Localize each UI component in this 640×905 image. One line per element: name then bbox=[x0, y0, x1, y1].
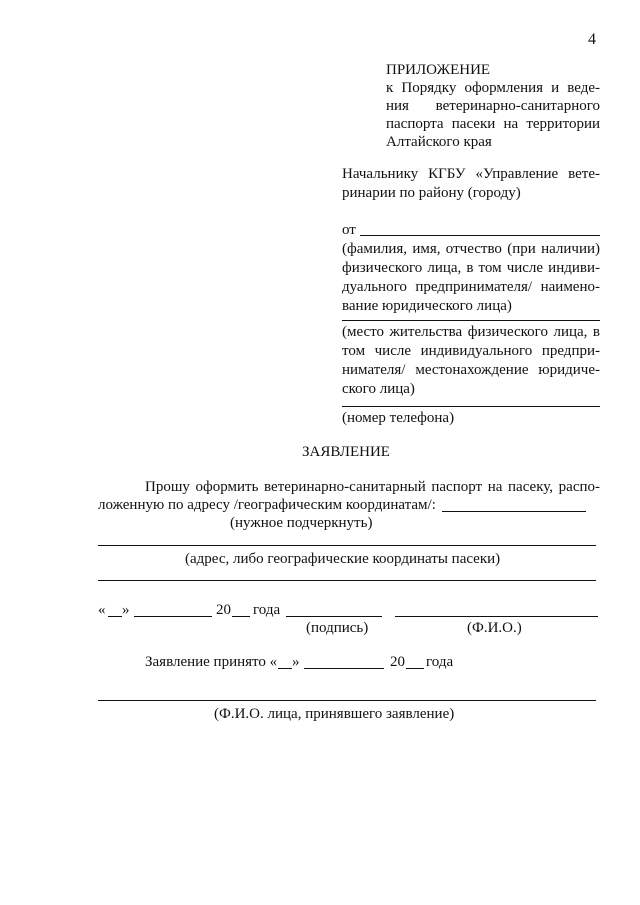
phone-field[interactable] bbox=[342, 406, 600, 407]
date-close-quote: » bbox=[122, 602, 130, 618]
date-year-prefix: 20 bbox=[216, 602, 231, 618]
appendix-line-2: ния ветеринарно-санитарного bbox=[386, 98, 600, 114]
appendix-line-3: паспорта пасеки на территории bbox=[386, 116, 600, 132]
statement-line-1: Прошу оформить ветеринарно-санитарный паспорт на пасеку, распо- bbox=[145, 479, 600, 495]
accepted-day-field[interactable] bbox=[278, 668, 292, 669]
applicant-hint-line-4: вание юридического лица) bbox=[342, 298, 512, 314]
date-month-field[interactable] bbox=[134, 616, 212, 617]
accepted-label: Заявление принято « bbox=[145, 654, 278, 670]
addressee-line-1: Начальнику КГБУ «Управление вете- bbox=[342, 166, 600, 182]
phone-hint: (номер телефона) bbox=[342, 410, 455, 426]
date-year-field[interactable] bbox=[232, 616, 250, 617]
from-label: от bbox=[342, 222, 356, 238]
receiver-name-field[interactable] bbox=[98, 700, 596, 701]
applicant-name-field[interactable] bbox=[360, 235, 600, 236]
appendix-line-4: Алтайского края bbox=[386, 134, 492, 150]
underline-hint: (нужное подчеркнуть) bbox=[230, 515, 373, 531]
signature-hint: (подпись) bbox=[306, 620, 369, 636]
accepted-month-field[interactable] bbox=[304, 668, 384, 669]
addressee-line-2: ринарии по району (городу) bbox=[342, 185, 521, 201]
applicant-hint-line-3: дуального предпринимателя/ наимено- bbox=[342, 279, 600, 295]
accepted-year-field[interactable] bbox=[406, 668, 424, 669]
appendix-title: ПРИЛОЖЕНИЕ bbox=[386, 62, 491, 78]
date-open-quote: « bbox=[98, 602, 106, 618]
accepted-close-quote: » bbox=[292, 654, 300, 670]
applicant-hint-line-2: физического лица, в том числе индиви- bbox=[342, 260, 600, 276]
address-field-extra[interactable] bbox=[98, 580, 596, 581]
statement-title: ЗАЯВЛЕНИЕ bbox=[302, 444, 390, 460]
full-name-field[interactable] bbox=[395, 616, 598, 617]
residence-hint-line-3: нимателя/ местонахождение юридиче- bbox=[342, 362, 600, 378]
residence-hint-line-2: том числе индивидуального предпри- bbox=[342, 343, 600, 359]
page-number: 4 bbox=[588, 31, 596, 48]
address-hint: (адрес, либо географические координаты пасеки) bbox=[185, 551, 501, 567]
date-day-field[interactable] bbox=[108, 616, 122, 617]
statement-line-2: ложенную по адресу /географическим координатам/: bbox=[98, 497, 436, 513]
accepted-year-prefix: 20 bbox=[390, 654, 405, 670]
full-name-hint: (Ф.И.О.) bbox=[467, 620, 522, 636]
location-field[interactable] bbox=[442, 511, 586, 512]
residence-field[interactable] bbox=[342, 320, 600, 321]
residence-hint-line-4: ского лица) bbox=[342, 381, 415, 397]
accepted-year-suffix: года bbox=[426, 654, 454, 670]
appendix-line-1: к Порядку оформления и веде- bbox=[386, 80, 600, 96]
date-year-suffix: года bbox=[253, 602, 281, 618]
signature-field[interactable] bbox=[286, 616, 382, 617]
receiver-hint: (Ф.И.О. лица, принявшего заявление) bbox=[214, 706, 455, 722]
address-field[interactable] bbox=[98, 545, 596, 546]
applicant-hint-line-1: (фамилия, имя, отчество (при наличии) bbox=[342, 241, 600, 257]
residence-hint-line-1: (место жительства физического лица, в bbox=[342, 324, 600, 340]
